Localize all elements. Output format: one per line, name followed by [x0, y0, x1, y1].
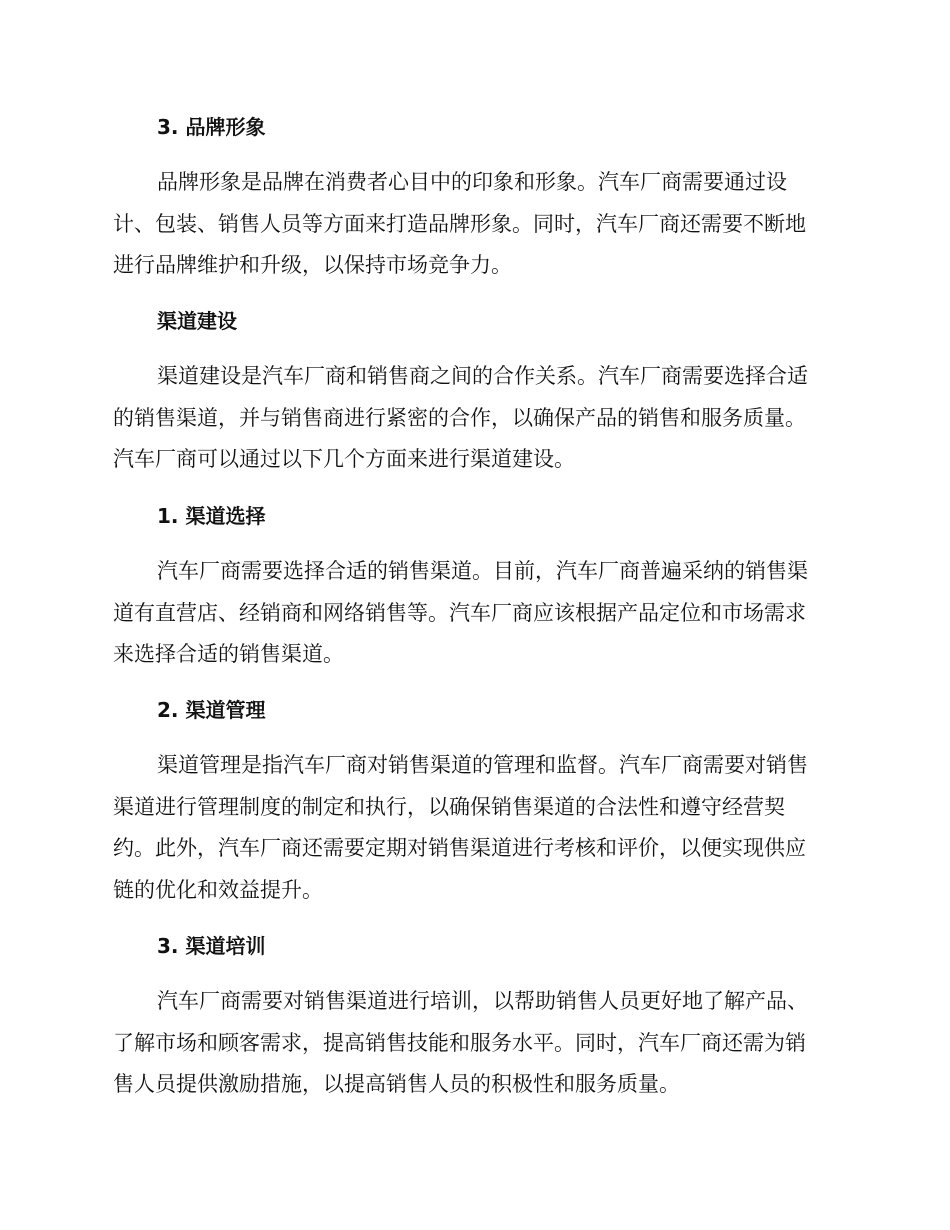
- section-heading: 3. 渠道培训: [157, 934, 266, 958]
- paragraph-line: 道有直营店、经销商和网络销售等。汽车厂商应该根据产品定位和市场需求: [113, 600, 806, 625]
- paragraph-line: 品牌形象是品牌在消费者心目中的印象和形象。汽车厂商需要通过设: [157, 170, 787, 194]
- paragraph-line: 汽车厂商需要选择合适的销售渠道。目前，汽车厂商普遍采纳的销售渠: [157, 559, 808, 583]
- section-heading: 2. 渠道管理: [157, 698, 266, 722]
- section-paragraph: [113, 356, 833, 481]
- paragraph-line: 进行品牌维护和升级，以保持市场竞争力。: [113, 253, 512, 277]
- section-paragraph: [113, 745, 833, 911]
- paragraph-line: 渠道管理是指汽车厂商对销售渠道的管理和监督。汽车厂商需要对销售: [157, 753, 808, 777]
- paragraph-line: 汽车厂商可以通过以下几个方面来进行渠道建设。: [113, 447, 575, 471]
- paragraph-line: 汽车厂商需要对销售渠道进行培训，以帮助销售人员更好地了解产品、: [157, 989, 808, 1013]
- section-heading: 渠道建设: [157, 309, 237, 333]
- section-paragraph: [113, 162, 833, 287]
- section-paragraph: [113, 981, 833, 1106]
- paragraph-line: 计、包装、销售人员等方面来打造品牌形象。同时，汽车厂商还需要不断地: [113, 211, 806, 236]
- paragraph-line: 了解市场和顾客需求，提高销售技能和服务水平。同时，汽车厂商还需为销: [113, 1030, 806, 1055]
- paragraph-line: 链的优化和效益提升。: [113, 877, 323, 902]
- section-heading: 1. 渠道选择: [157, 504, 266, 528]
- paragraph-line: 渠道建设是汽车厂商和销售商之间的合作关系。汽车厂商需要选择合适: [157, 364, 808, 388]
- paragraph-line: 约。此外，汽车厂商还需要定期对销售渠道进行考核和评价，以便实现供应: [113, 836, 806, 860]
- section-paragraph: [113, 551, 833, 676]
- paragraph-line: 售人员提供激励措施，以提高销售人员的积极性和服务质量。: [113, 1072, 680, 1096]
- paragraph-line: 的销售渠道，并与销售商进行紧密的合作，以确保产品的销售和服务质量。: [113, 405, 806, 430]
- paragraph-line: 来选择合适的销售渠道。: [113, 642, 344, 666]
- paragraph-line: 渠道进行管理制度的制定和执行，以确保销售渠道的合法性和遵守经营契: [113, 794, 785, 819]
- section-heading: 3. 品牌形象: [157, 115, 266, 139]
